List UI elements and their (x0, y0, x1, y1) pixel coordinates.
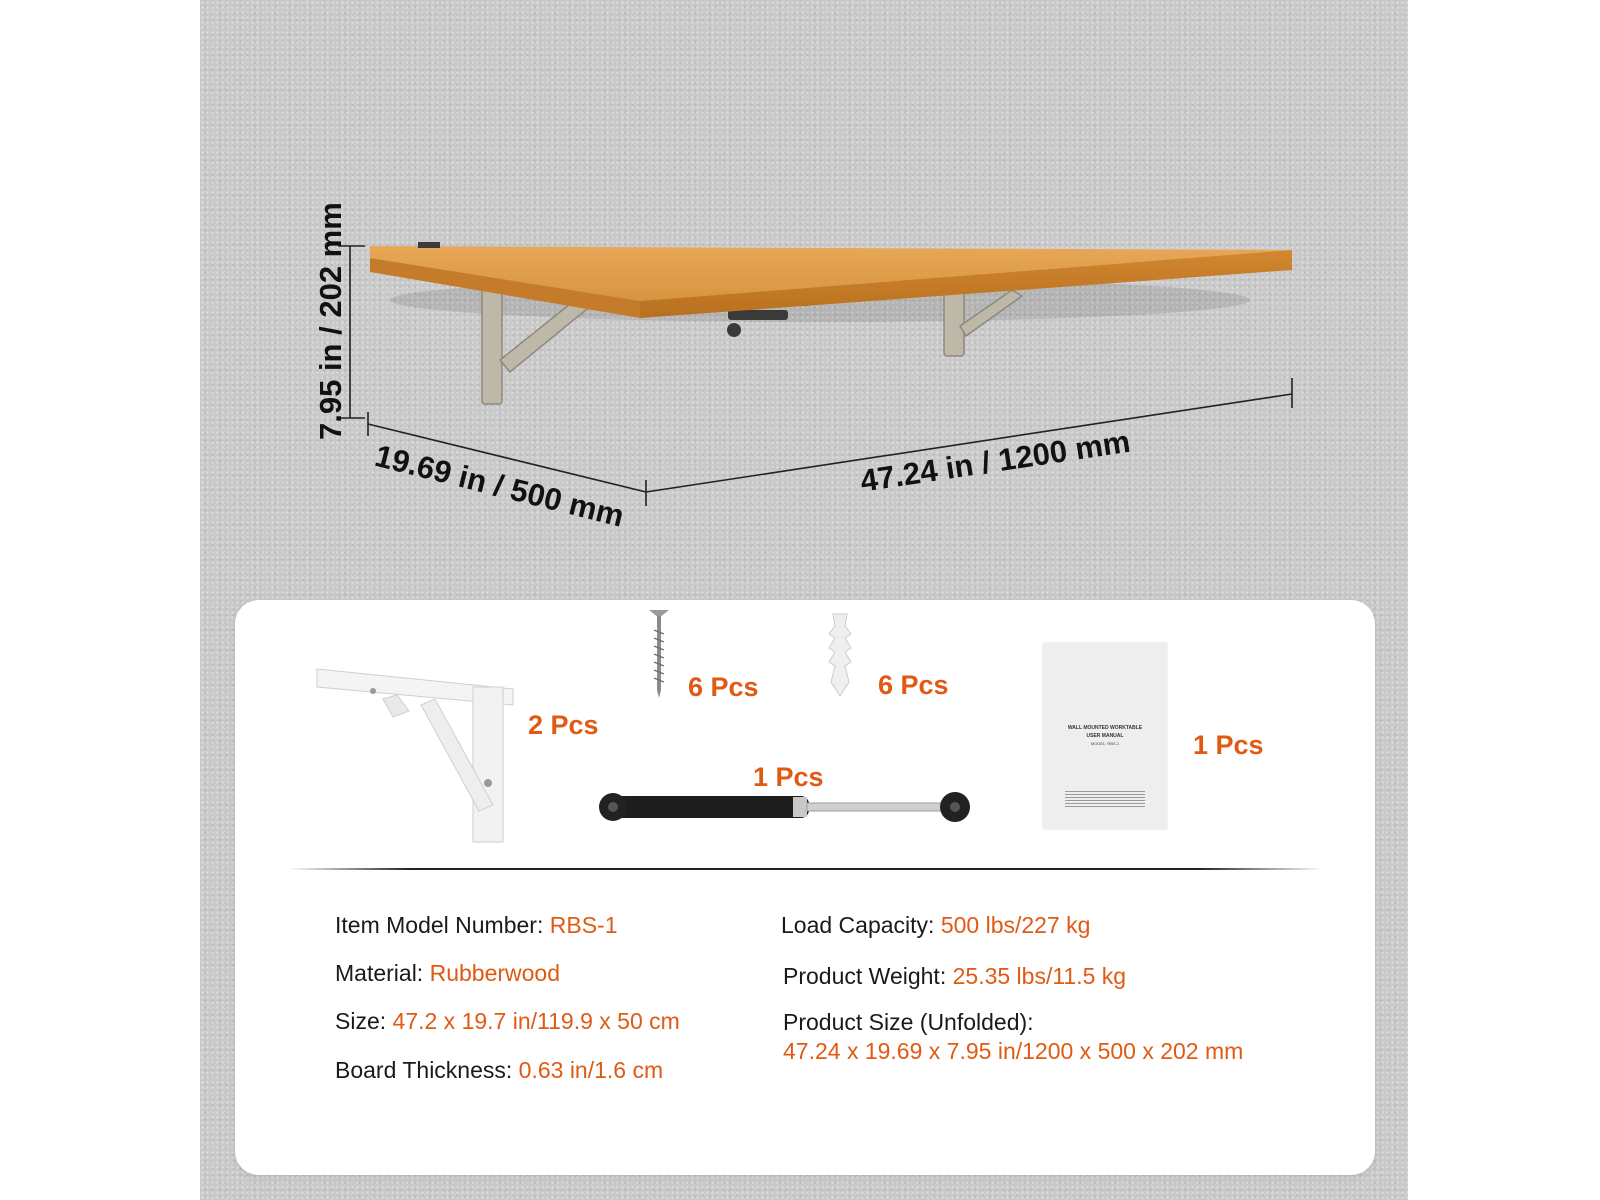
spec-model-number (335, 912, 618, 939)
spec-load-label: Load Capacity: (781, 912, 935, 938)
gas-strut-quantity: 1 Pcs (753, 762, 824, 792)
spec-board-thickness (335, 1057, 663, 1084)
spec-model-value: RBS-1 (549, 912, 618, 938)
spec-material (335, 960, 560, 987)
bracket-quantity: 2 Pcs (528, 710, 599, 740)
manual-title: WALL MOUNTED WORKTABLE (1067, 725, 1143, 731)
spec-unfolded-value: 47.24 x 19.69 x 7.95 in/1200 x 500 x 202 mm (783, 1038, 1244, 1064)
manual-model: MODEL: RBS-1 (1090, 741, 1120, 746)
spec-thickness-value: 0.63 in/1.6 cm (518, 1057, 664, 1083)
spec-size-value: 47.2 x 19.7 in/119.9 x 50 cm (392, 1008, 680, 1034)
spec-load-capacity (781, 912, 1090, 939)
spec-weight-label: Product Weight: (783, 963, 947, 989)
manual-body-text (1065, 791, 1145, 807)
spec-thickness-label: Board Thickness: (335, 1057, 513, 1083)
anchor-quantity: 6 Pcs (878, 670, 949, 700)
folding-bracket-image (313, 665, 523, 845)
gas-strut-image (597, 788, 977, 828)
screw-quantity: 6 Pcs (688, 672, 759, 702)
spec-model-label: Item Model Number: (335, 912, 544, 938)
spec-material-label: Material: (335, 960, 424, 986)
spec-size (335, 1008, 680, 1035)
tabletop-corner-mark (418, 242, 440, 248)
section-divider (287, 868, 1323, 870)
spec-product-weight (783, 963, 1126, 990)
user-manual-image (1043, 643, 1167, 829)
wall-anchor-image (825, 612, 855, 698)
width-dimension-label: 47.24 in / 1200 mm (858, 423, 1133, 499)
spec-size-label: Size: (335, 1008, 387, 1034)
depth-dimension-label: 19.69 in / 500 mm (371, 438, 628, 534)
screw-image (647, 608, 671, 700)
spec-load-value: 500 lbs/227 kg (940, 912, 1091, 938)
manual-quantity: 1 Pcs (1193, 730, 1264, 760)
spec-weight-value: 25.35 lbs/11.5 kg (952, 963, 1127, 989)
height-dimension-label: 7.95 in / 202 mm (313, 202, 348, 440)
spec-material-value: Rubberwood (429, 960, 561, 986)
spec-unfolded-label: Product Size (Unfolded): (783, 1009, 1034, 1035)
manual-subtitle: USER MANUAL (1086, 733, 1124, 739)
package-contents-card (235, 600, 1375, 1175)
